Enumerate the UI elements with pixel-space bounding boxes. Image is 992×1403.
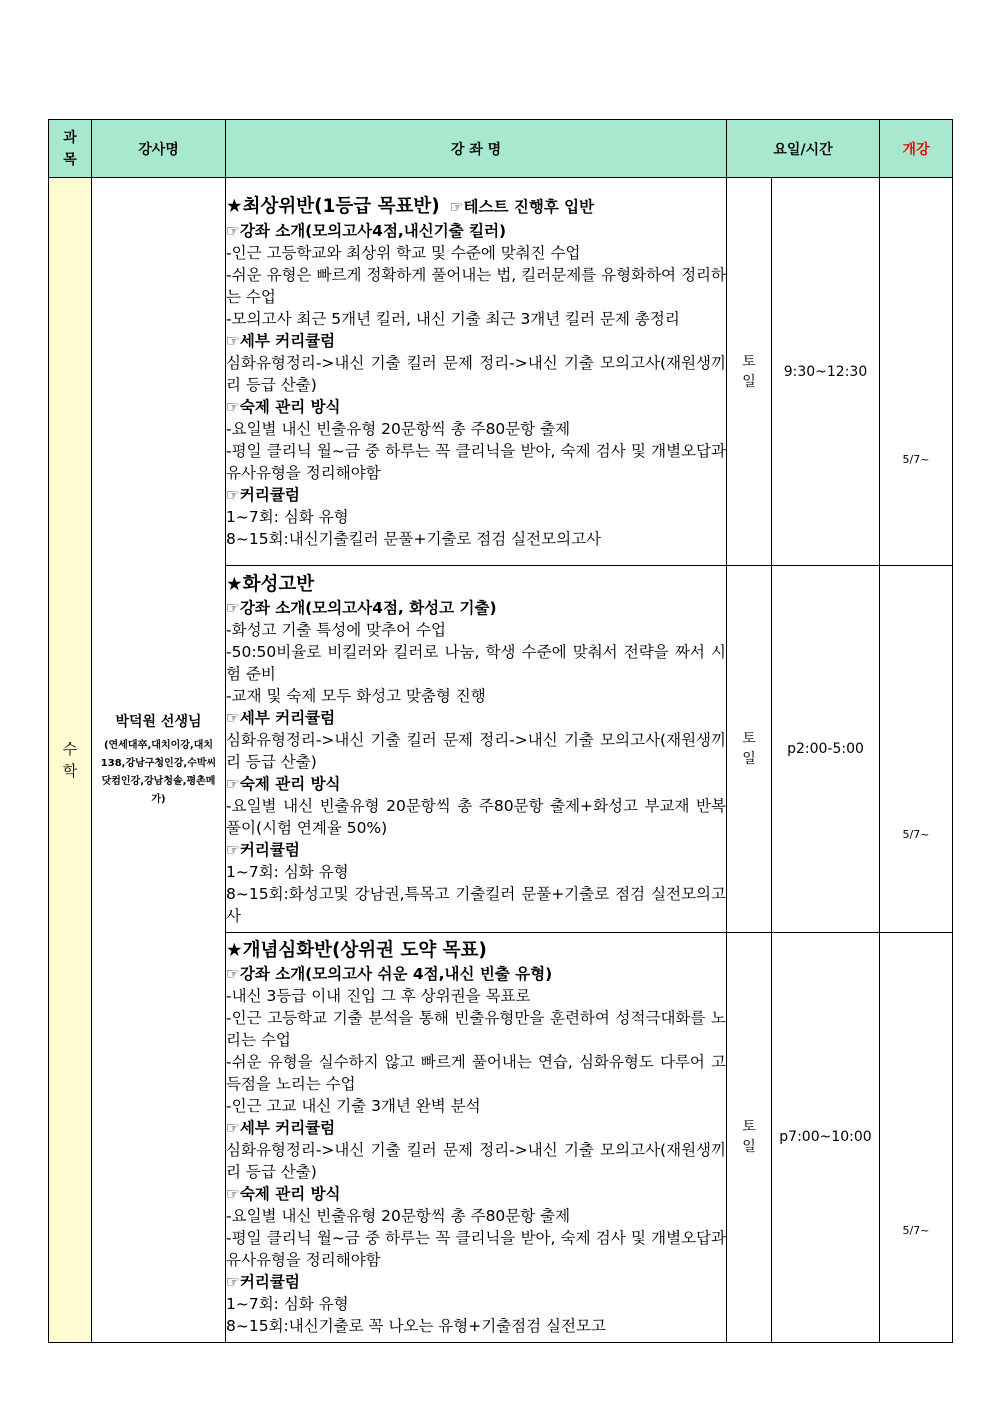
course-title (226, 938, 726, 963)
course-line: -교재 및 숙제 모두 화성고 맞춤형 진행 (226, 686, 486, 705)
course-cell (226, 932, 727, 1342)
course-title-text: ★화성고반 (226, 573, 315, 595)
course-line: 심화유형정리->내신 기출 킬러 문제 정리->내신 기출 모의고사(재원생끼리 등급 산출) (226, 730, 726, 771)
course-line: 1~7회: 심화 유형 (226, 1294, 349, 1313)
teacher-career: (연세대卒,대치이강,대치138,강남구청인강,수박씨닷컴인강,강남청솔,평촌메가) (100, 740, 217, 806)
course-line: -모의고사 최근 5개년 킬러, 내신 기출 최근 3개년 킬러 문제 총정리 (226, 309, 680, 328)
course-section-heading: ☞강좌 소개(모의고사4점, 화성고 기출) (226, 598, 497, 617)
course-title-text: ★개념심화반(상위권 도약 목표) (226, 939, 487, 961)
course-line: 8~15회:화성고및 강남권,특목고 기출킬러 문풀+기출로 점검 실전모의고사 (226, 884, 726, 925)
open-date-cell (880, 932, 953, 1342)
course-line: 심화유형정리->내신 기출 킬러 문제 정리->내신 기출 모의고사(재원생끼리 등급 산출) (226, 1140, 726, 1181)
course-title (226, 572, 726, 597)
course-line: -평일 클리닉 월~금 중 하루는 꼭 클리닉을 받아, 숙제 검사 및 개별오답과 유사유형을 정리해야함 (226, 1228, 726, 1269)
course-line: -요일별 내신 빈출유형 20문항씩 총 주80문항 출제 (226, 419, 571, 438)
course-cell (226, 566, 727, 932)
open-date: 5/7~ (902, 453, 930, 467)
course-line: 심화유형정리->내신 기출 킬러 문제 정리->내신 기출 모의고사(재원생끼리 등급 산출) (226, 353, 726, 394)
course-section-heading: ☞세부 커리큘럼 (226, 1118, 336, 1137)
subject-cell: 수 학 (49, 178, 92, 1343)
course-section-heading: ☞커리큘럼 (226, 485, 300, 504)
course-title-note: ☞테스트 진행후 입반 (449, 197, 595, 216)
day-cell: 토 일 (727, 932, 772, 1342)
course-section-heading: ☞숙제 관리 방식 (226, 774, 341, 793)
course-section-heading: ☞세부 커리큘럼 (226, 708, 336, 727)
course-line: 8~15회:내신기출킬러 문풀+기출로 점검 실전모의고사 (226, 529, 602, 548)
time-cell: p7:00~10:00 (772, 932, 880, 1342)
day-cell: 토 일 (727, 566, 772, 932)
course-section-heading: ☞강좌 소개(모의고사 쉬운 4점,내신 빈출 유형) (226, 964, 553, 983)
header-row (49, 120, 953, 178)
course-line: -요일별 내신 빈출유형 20문항씩 총 주80문항 출제 (226, 1206, 571, 1225)
header-subject: 과 목 (49, 120, 92, 178)
header-open: 개강 (880, 120, 953, 178)
open-date-cell (880, 178, 953, 566)
course-line: 8~15회:내신기출로 꼭 나오는 유형+기출점검 실전모고 (226, 1316, 606, 1335)
course-section-heading: ☞커리큘럼 (226, 1272, 300, 1291)
header-teacher: 강사명 (92, 120, 226, 178)
course-line: -평일 클리닉 월~금 중 하루는 꼭 클리닉을 받아, 숙제 검사 및 개별오답과 유사유형을 정리해야함 (226, 441, 726, 482)
course-line: -쉬운 유형을 실수하지 않고 빠르게 풀어내는 연습, 심화유형도 다루어 고득점을 노리는 수업 (226, 1052, 726, 1093)
course-title-text: ★최상위반(1등급 목표반) (226, 195, 440, 217)
teacher-name: 박덕원 선생님 (115, 714, 202, 731)
day-cell: 토 일 (727, 178, 772, 566)
header-course: 강 좌 명 (226, 120, 727, 178)
course-line: -화성고 기출 특성에 맞추어 수업 (226, 620, 446, 639)
time-cell: p2:00-5:00 (772, 566, 880, 932)
course-row-1 (49, 178, 953, 566)
course-line: -인근 고등학교 기출 분석을 통해 빈출유형만을 훈련하여 성적극대화를 노리는 수업 (226, 1008, 726, 1049)
course-line: -쉬운 유형은 빠르게 정확하게 풀어내는 법, 킬러문제를 유형화하여 정리하는 수업 (226, 265, 726, 306)
schedule-table (48, 119, 953, 1343)
course-line: -인근 고교 내신 기출 3개년 완벽 분석 (226, 1096, 481, 1115)
course-line: 1~7회: 심화 유형 (226, 507, 349, 526)
course-section-heading: ☞숙제 관리 방식 (226, 397, 341, 416)
course-section-heading: ☞세부 커리큘럼 (226, 331, 336, 350)
course-line: -요일별 내신 빈출유형 20문항씩 총 주80문항 출제+화성고 부교재 반복풀이(시험 연계율 50%) (226, 796, 726, 837)
open-date-cell (880, 566, 953, 932)
course-line: 1~7회: 심화 유형 (226, 862, 349, 881)
header-daytime: 요일/시간 (727, 120, 880, 178)
course-section-heading: ☞숙제 관리 방식 (226, 1184, 341, 1203)
course-cell (226, 178, 727, 566)
course-title (226, 194, 726, 220)
open-date: 5/7~ (902, 1223, 930, 1237)
course-line: -내신 3등급 이내 진입 그 후 상위권을 목표로 (226, 986, 531, 1005)
time-cell: 9:30~12:30 (772, 178, 880, 566)
course-line: -인근 고등학교와 최상위 학교 및 수준에 맞춰진 수업 (226, 243, 581, 262)
course-section-heading: ☞커리큘럼 (226, 840, 300, 859)
course-section-heading: ☞강좌 소개(모의고사4점,내신기출 킬러) (226, 221, 507, 240)
teacher-cell (92, 178, 226, 1343)
course-line: -50:50비율로 비킬러와 킬러로 나눔, 학생 수준에 맞춰서 전략을 짜서 시험 준비 (226, 642, 726, 683)
open-date: 5/7~ (902, 827, 930, 841)
